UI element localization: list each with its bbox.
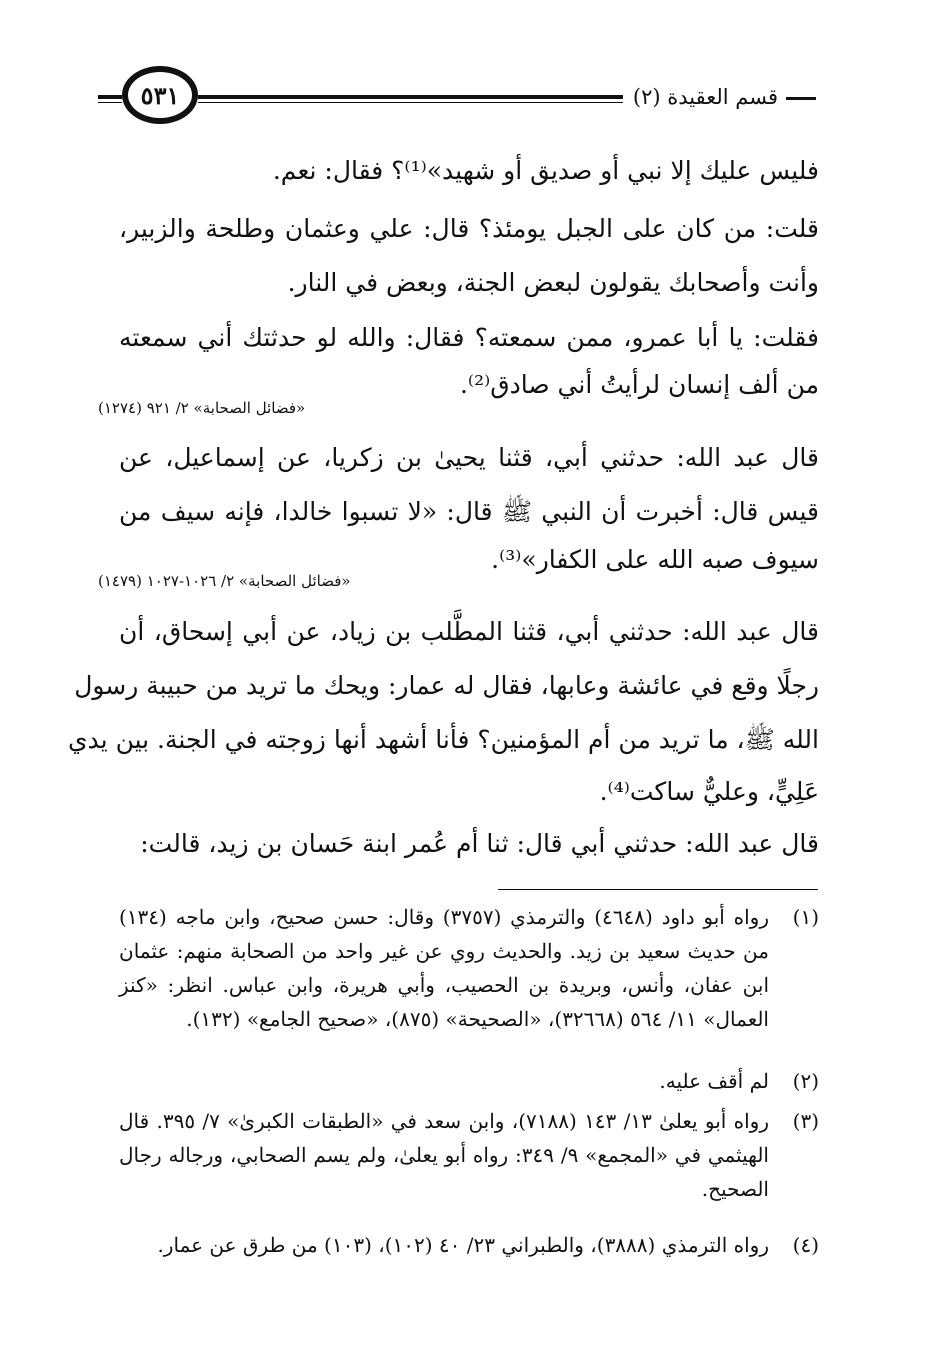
text-line: قلت: من كان على الجبل يومئذ؟ قال: علي وعثمان وطلحة والزبير،	[119, 214, 819, 243]
text-line: قال عبد الله: حدثني أبي، قثنا يحيىٰ بن زكريا، عن إسماعيل، عن	[119, 443, 819, 472]
section-title	[623, 84, 822, 110]
footnote	[119, 1064, 819, 1098]
text-line: وأنت وأصحابك يقولون لبعض الجنة، وبعض في النار.	[287, 268, 819, 297]
text-line: قال عبد الله: حدثني أبي قال: ثنا أم عُمر ابنة حَسان بن زيد، قالت:	[140, 829, 819, 858]
running-header	[98, 66, 822, 128]
text-line: فليس عليك إلا نبي أو صديق أو شهيد»⁽¹⁾؟ فقال: نعم.	[272, 156, 819, 185]
page-number: ٥٣١	[122, 66, 198, 124]
text-line: عَلِيٍّ، وعليٌّ ساكت⁽⁴⁾.	[599, 777, 819, 806]
footnote-text: رواه الترمذي (٣٨٨٨)، والطبراني ٢٣/ ٤٠ (١٠٢)، (١٠٣) من طرق عن عمار.	[157, 1233, 769, 1257]
footnote	[119, 1104, 819, 1206]
source-reference: «فضائل الصحابة» ٢/ ١٠٢٦-١٠٢٧ (١٤٧٩)	[98, 572, 351, 590]
footnote-number: (٤)	[792, 1233, 819, 1257]
footnote-text: لم أقف عليه.	[659, 1069, 769, 1093]
text-line: من ألف إنسان لرأيتُ أني صادق⁽²⁾.	[459, 370, 819, 399]
text-line: قال عبد الله: حدثني أبي، قثنا المطَّلب بن زياد، عن أبي إسحاق، أن	[119, 617, 819, 646]
footnote-number: (٣)	[792, 1109, 819, 1133]
header-rule	[98, 95, 122, 99]
title-dash	[786, 97, 816, 100]
text-line: سيوف صبه الله على الكفار»⁽³⁾.	[491, 545, 819, 574]
footnote-separator	[498, 889, 818, 890]
footnote-number: (٢)	[792, 1069, 819, 1093]
footnote	[119, 1228, 819, 1262]
text-line: قيس قال: أخبرت أن النبي ﷺ قال: «لا تسبوا خالدا، فإنه سيف من	[119, 497, 819, 526]
footnote-text: رواه أبو داود (٤٦٤٨) والترمذي (٣٧٥٧) وقال: حسن صحيح، وابن ماجه (١٣٤) من حديث سعيد بن زيد. والحديث روي عن غير واحد من الصحابة منهم: عثمان ابن عفان، وأنس، وبريدة بن الحصيب، وأبي هريرة، وابن عباس. انظر: «كنز العمال» ١١/ ٥٦٤ (٣٢٦٦٨)، «الصحيحة» (٨٧٥)، «صحيح الجامع» (١٣٢).	[119, 905, 769, 1031]
text-line: رجلًا وقع في عائشة وعابها، فقال له عمار: ويحك ما تريد من حبيبة رسول	[74, 671, 819, 700]
footnote-text: رواه أبو يعلىٰ ١٣/ ١٤٣ (٧١٨٨)، وابن سعد في «الطبقات الكبرىٰ» ٧/ ٣٩٥. قال الهيثمي في «المجمع» ٩/ ٣٤٩: رواه أبو يعلىٰ، ولم يسم الصحابي، ورجاله رجال الصحيح.	[119, 1109, 769, 1201]
text-line: فقلت: يا أبا عمرو، ممن سمعته؟ فقال: والله لو حدثتك أني سمعته	[119, 323, 819, 352]
section-title-text: قسم العقيدة (٢)	[632, 85, 778, 109]
source-reference: «فضائل الصحابة» ٢/ ٩٢١ (١٢٧٤)	[98, 399, 306, 417]
header-rule	[98, 102, 122, 103]
footnote-number: (١)	[792, 905, 819, 929]
footnote	[119, 900, 819, 1036]
text-line: الله ﷺ، ما تريد من أم المؤمنين؟ فأنا أشهد أنها زوجته في الجنة. بين يدي	[67, 725, 819, 754]
